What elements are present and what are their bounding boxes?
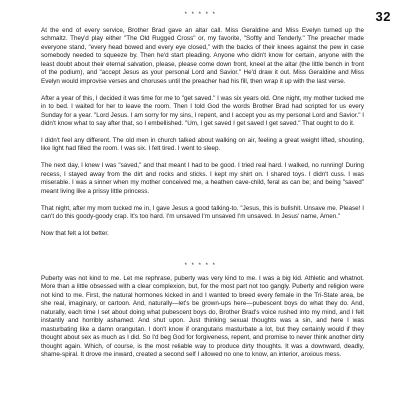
section-one-text (41, 27, 364, 247)
section-separator-top: * * * * * (184, 12, 217, 18)
paragraph: I didn't feel any different. The old men in church talked about walking on air, feeling a great weight lifted, shouting, like light had filled the room. I was six. I felt tired. I went to sleep. (41, 136, 364, 153)
paragraph: The next day, I knew I was "saved," and that meant I had to be good. I tried real hard. I walked, no running! During recess, I stayed away from the dirt and rocks and sticks. I kept my shirt on. I shared toys. I didn't cuss. I was miserable. I was a sinner when my mother conceived me, a heathen cave-child, feral as can be; and being "saved" meant living like a prissy little princess. (41, 162, 364, 195)
paragraph: Puberty was not kind to me. Let me rephrase, puberty was very kind to me. I was a big kid. Athletic and whatnot. More than a little obsessed with a clear complexion, but, for the most part not too gangly. Puberty and religion were not kind to me. First, the natural hormones kicked in and I wanted to breed every female in the Tri-State area, be she real, imaginary, or cartoon. And, naturally—let's be grown-ups here—pubescent boys do what they do. And, naturally, each time I set about doing what pubescent boys do, Brother Brad's voice rushed into my mind, and I felt instantly and horribly ashamed. And shut upon. Just thinking sexual thoughts was a sin, and here I was masturbating like a damn orangutan. I don't know if orangutans masturbate a lot, but they certainly would if they thought about sex as much as I did. So I'd beg God for forgiveness, repent, and promise to never think another dirty thought again. Which, of course, is the most reliable way to produce dirty thoughts. It was a downward, deadly, shame-spiral. It drove me inward, created a second self I allowed no one to know, an interior, anxious mess. (41, 275, 364, 359)
section-separator-middle: * * * * * (184, 263, 217, 269)
page-number: 32 (375, 9, 391, 24)
paragraph: That night, after my mom tucked me in, I gave Jesus a good talking-to. "Jesus, this is bullshit. Unsave me. Please! I can't do this goody-goody crap. It's too hard. I'm unsaved I'm unsaved I'm unsaved. In Jesus' name, Amen." (41, 204, 364, 221)
paragraph: Now that felt a lot better. (41, 230, 109, 238)
section-two-text (41, 275, 364, 368)
paragraph: After a year of this, I decided it was time for me to "get saved." I was six years old. One night, my mother tucked me in to bed. I waited for her to leave the room. Then I told God the words Brother Brad had scripted for us every Sunday for a year. "Lord Jesus. I am sorry for my sins, I repent, and I accept you as my personal Lord and Savior." I didn't know what to say after that, so I embellished. "Um, I get saved I get saved I get saved." That ought to do it. (41, 94, 364, 128)
paragraph: At the end of every service, Brother Brad gave an altar call. Miss Geraldine and Miss Evelyn turned up the schmaltz. They'd play either "The Old Rugged Cross" or, my favorite, "Softly and Tenderly." The preacher made everyone stand, "every head bowed and every eye closed," with the backs of their knees against the pew in case somebody needed to squeeze by. Then he'd start pleading. Anyone who didn't know for certain, anyone with the least doubt about their eternal salvation, please, please come down front, kneel at the altar (the little bench in front of the podium), and "accept Jesus as your personal Lord and Savior." He'd draw it out. Miss Geraldine and Miss Evelyn would improvise verses and choruses until the preacher had his fill, then wrap it up with the last verse. (41, 27, 364, 85)
